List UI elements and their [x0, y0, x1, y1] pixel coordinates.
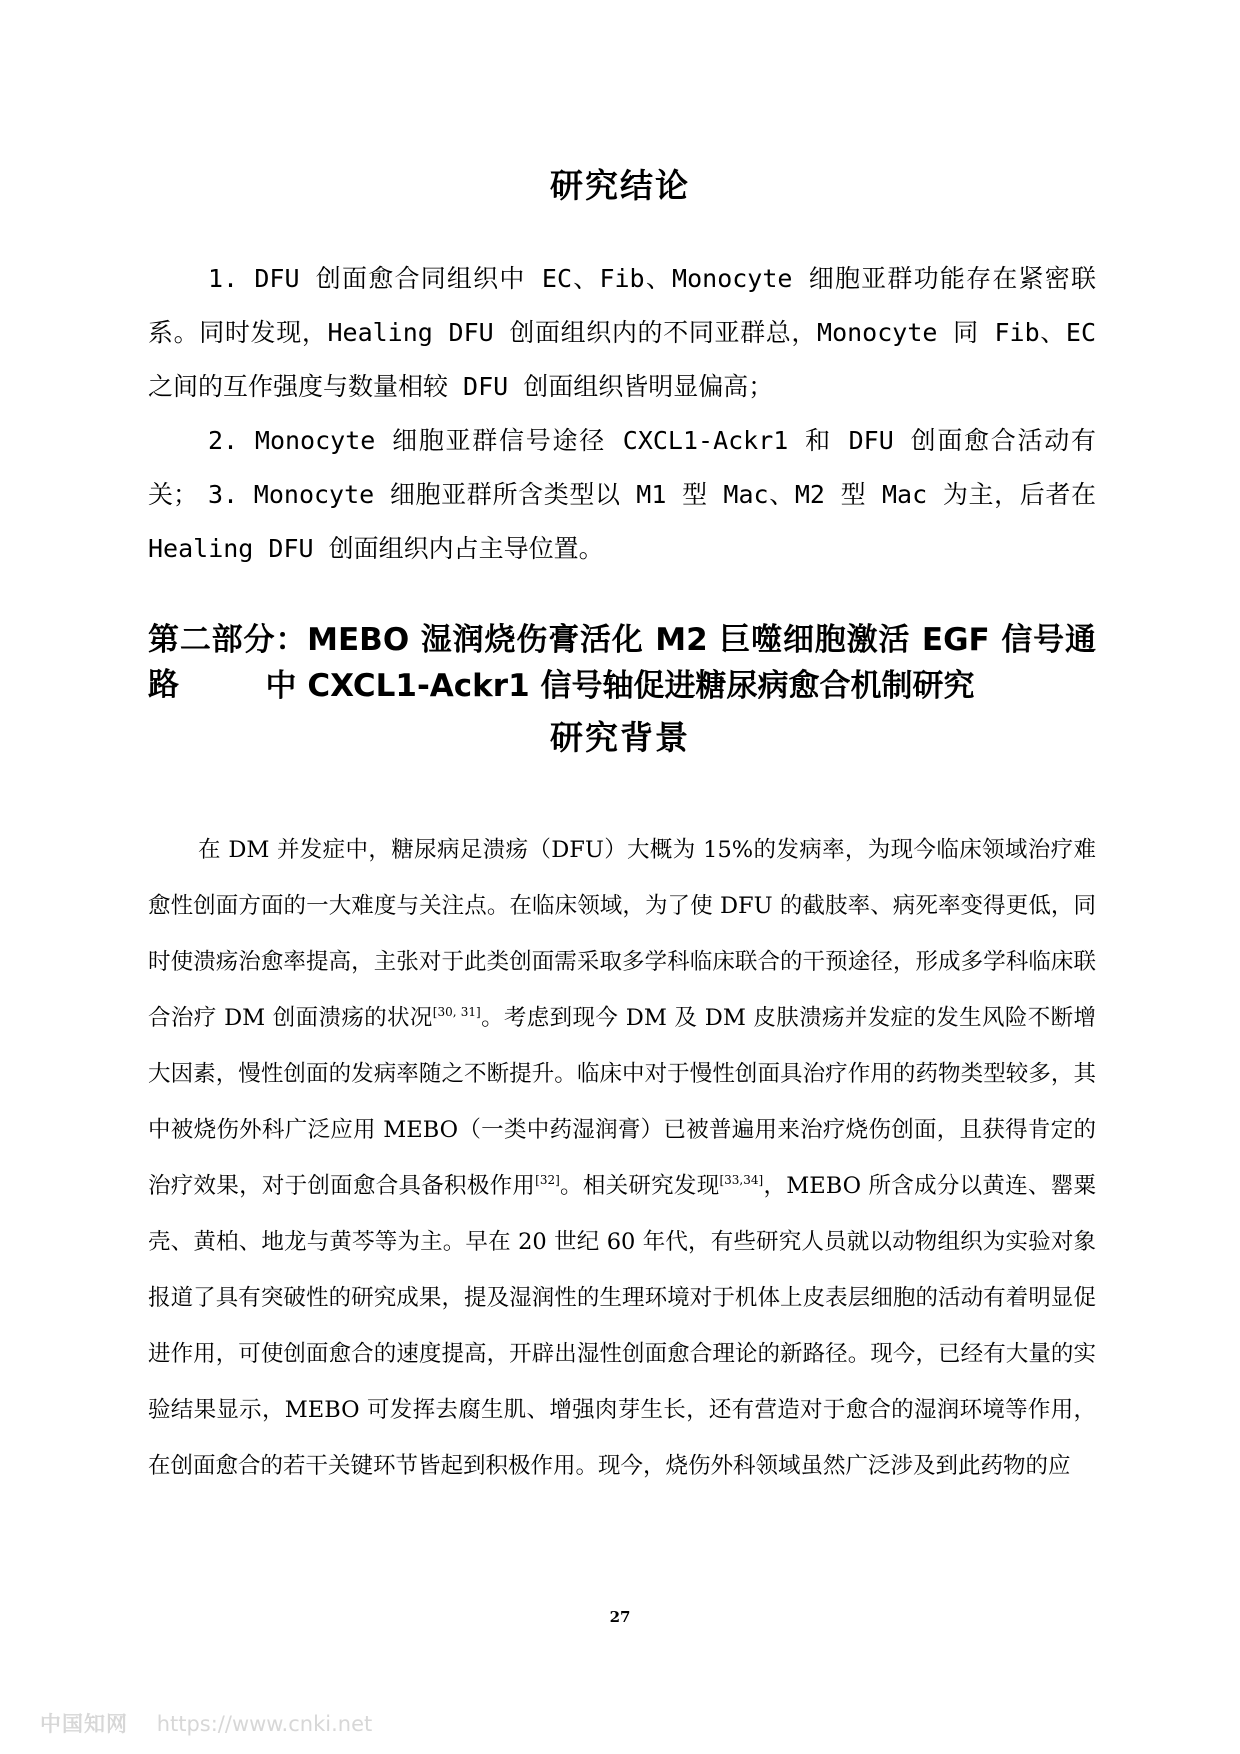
citation-33-34[interactable]: [33,34]: [719, 1173, 764, 1187]
citation-30-31[interactable]: [30, 31]: [432, 1005, 481, 1019]
part2-title-line1: 第二部分：MEBO 湿润烧伤膏活化 M2 巨噬细胞激活 EGF 信号通路: [148, 622, 1096, 703]
conclusion-item-2: 2. Monocyte 细胞亚群信号途径 CXCL1-Ackr1 和 DFU 创面愈合活动有关；: [148, 426, 1096, 509]
cnki-url: https://www.cnki.net: [156, 1712, 373, 1736]
background-text-1: 在 DM 并发症中，糖尿病足溃疡（DFU）大概为 15%的发病率，为现今临床领域治疗难愈性创面方面的一大难度与关注点。在临床领域，为了使 DFU 的截肢率、病死率变得更低，同时使溃疡治愈率提高，主张对于此类创面需采取多学科临床联合的干预途径，形成多学科临床联合治疗 DM 创面溃疡的状况: [148, 837, 1096, 1031]
part2-title-line2: 中 CXCL1-Ackr1 信号轴促进糖尿病愈合机制研究: [265, 668, 975, 704]
background-text-3: 。相关研究发现: [559, 1173, 720, 1199]
page-number: 27: [609, 1608, 631, 1626]
background-section-title: 研究背景: [550, 718, 690, 757]
citation-32[interactable]: [32]: [535, 1173, 560, 1187]
background-paragraph: [148, 822, 1096, 1494]
background-text-4: ，MEBO 所含成分以黄连、罂粟壳、黄柏、地龙与黄芩等为主。早在 20 世纪 60 年代，有些研究人员就以动物组织为实验对象报道了具有突破性的研究成果，提及湿润性的生理环境对于机体上皮表层细胞的活动有着明显促进作用，可使创面愈合的速度提高，开辟出湿性创面愈合理论的新路径。现今，已经有大量的实验结果显示，MEBO 可发挥去腐生肌、增强肉芽生长，还有营造对于愈合的湿润环境等作用，在创面愈合的若干关键环节皆起到积极作用。现今，烧伤外科领域虽然广泛涉及到此药物的应: [148, 1173, 1096, 1479]
background-text-2: 。考虑到现今 DM 及 DM 皮肤溃疡并发症的发生风险不断增大因素，慢性创面的发病率随之不断提升。临床中对于慢性创面具治疗作用的药物类型较多，其中被烧伤外科广泛应用 MEBO（一类中药湿润膏）已被普遍用来治疗烧伤创面，且获得肯定的治疗效果，对于创面愈合具备积极作用: [148, 1005, 1097, 1199]
conclusion-title: 研究结论: [550, 166, 690, 205]
conclusion-item-3: 3. Monocyte 细胞亚群所含类型以 M1 型 Mac、M2 型 Mac 为主，后者在 Healing DFU 创面组织内占主导位置。: [148, 480, 1096, 563]
conclusion-item-1: 1. DFU 创面愈合同组织中 EC、Fib、Monocyte 细胞亚群功能存在紧密联系。同时发现，Healing DFU 创面组织内的不同亚群总，Monocyte 同 Fib、EC 之间的互作强度与数量相较 DFU 创面组织皆明显偏高；: [148, 264, 1096, 401]
cnki-logo-text: 中国知网: [40, 1712, 128, 1736]
cnki-watermark: [40, 1708, 372, 1738]
